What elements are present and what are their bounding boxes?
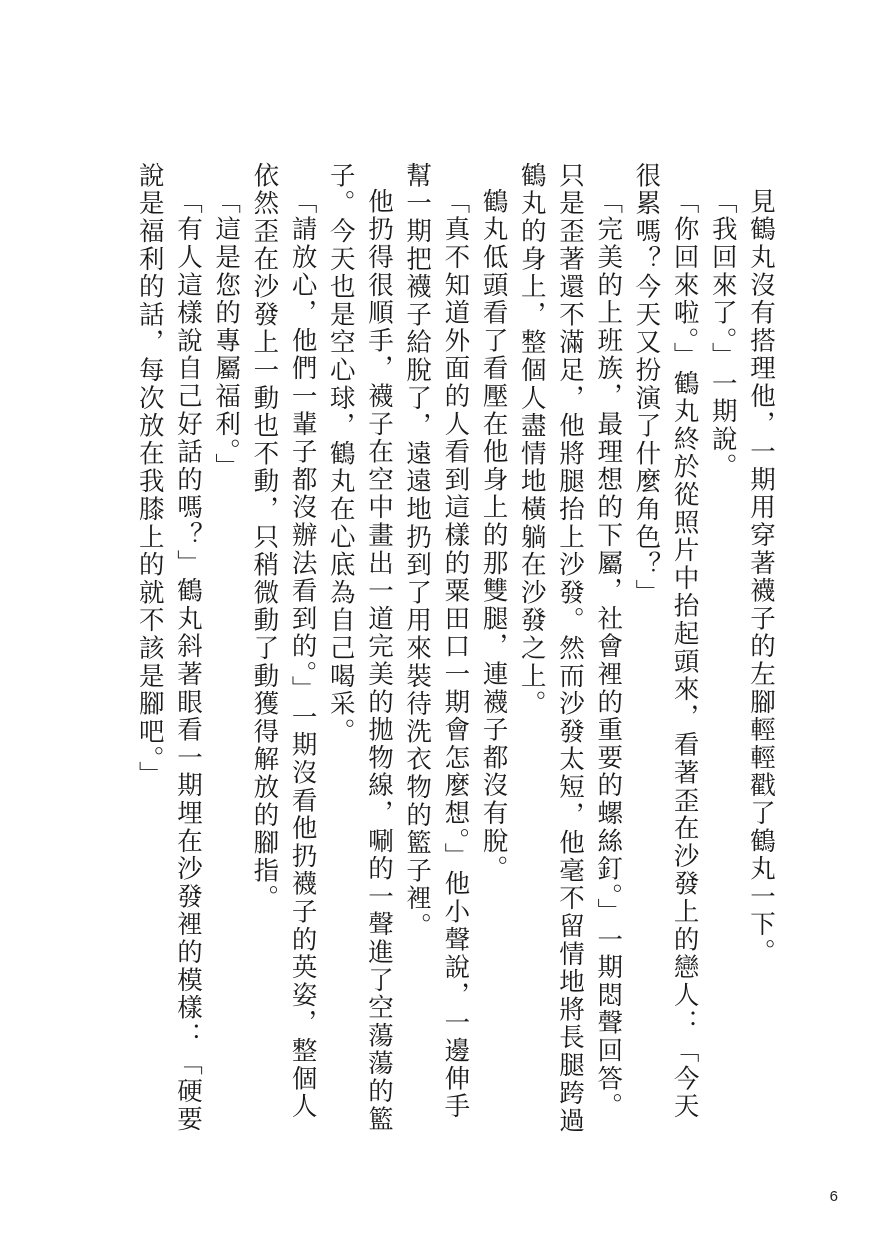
paragraph: 見鶴丸沒有搭理他，一期用穿著襪子的左腳輕輕戳了鶴丸一下。	[746, 187, 776, 966]
paragraph: 「你回來啦。」鶴丸終於從照片中抬起頭來，看著歪在沙發上的戀人：「今天很累嗎？今天又扮演了什麼角色？」	[631, 162, 700, 1120]
paragraph: 他扔得很順手，襪子在空中畫出一道完美的拋物線，唰的一聲進了空蕩蕩的籃子。今天也是空心球，鶴丸在心底為自己喝采。	[325, 162, 394, 1133]
paragraph: 鶴丸低頭看了看壓在他身上的那雙腿，連襪子都沒有脫。	[478, 187, 509, 883]
paragraph: 「請放心，他們一輩子都沒辦法看到的。」一期沒看他扔襪子的英姿，整個人依然歪在沙發上一動也不動，只稍微動了動獲得解放的腳指。	[249, 162, 318, 1120]
paragraph: 「這是您的專屬福利。」	[211, 187, 242, 481]
paragraph: 「真不知道外面的人看到這樣的粟田口一期會怎麼想。」他小聲說，一邊伸手幫一期把襪子給脫了，遠遠地扔到了用來裝待洗衣物的籃子裡。	[402, 162, 471, 1120]
page-number: 6	[829, 1188, 838, 1205]
paragraph: 「我回來了。」一期說。	[707, 187, 738, 481]
paragraph: 「完美的上班族，最理想的下屬，社會裡的重要的螺絲釘。」一期悶聲回答。只是歪著還不滿足，他將腿抬上沙發。然而沙發太短，他毫不留情地將長腿跨過鶴丸的身上，整個人盡情地橫躺在沙發之上。	[516, 162, 624, 1135]
paragraph: 「有人這樣說自己好話的嗎？」鶴丸斜著眼看一期埋在沙發裡的模樣：「硬要說是福利的話，每次放在我膝上的就不該是腳吧。」	[134, 162, 203, 1133]
vertical-text-body	[131, 162, 780, 1142]
